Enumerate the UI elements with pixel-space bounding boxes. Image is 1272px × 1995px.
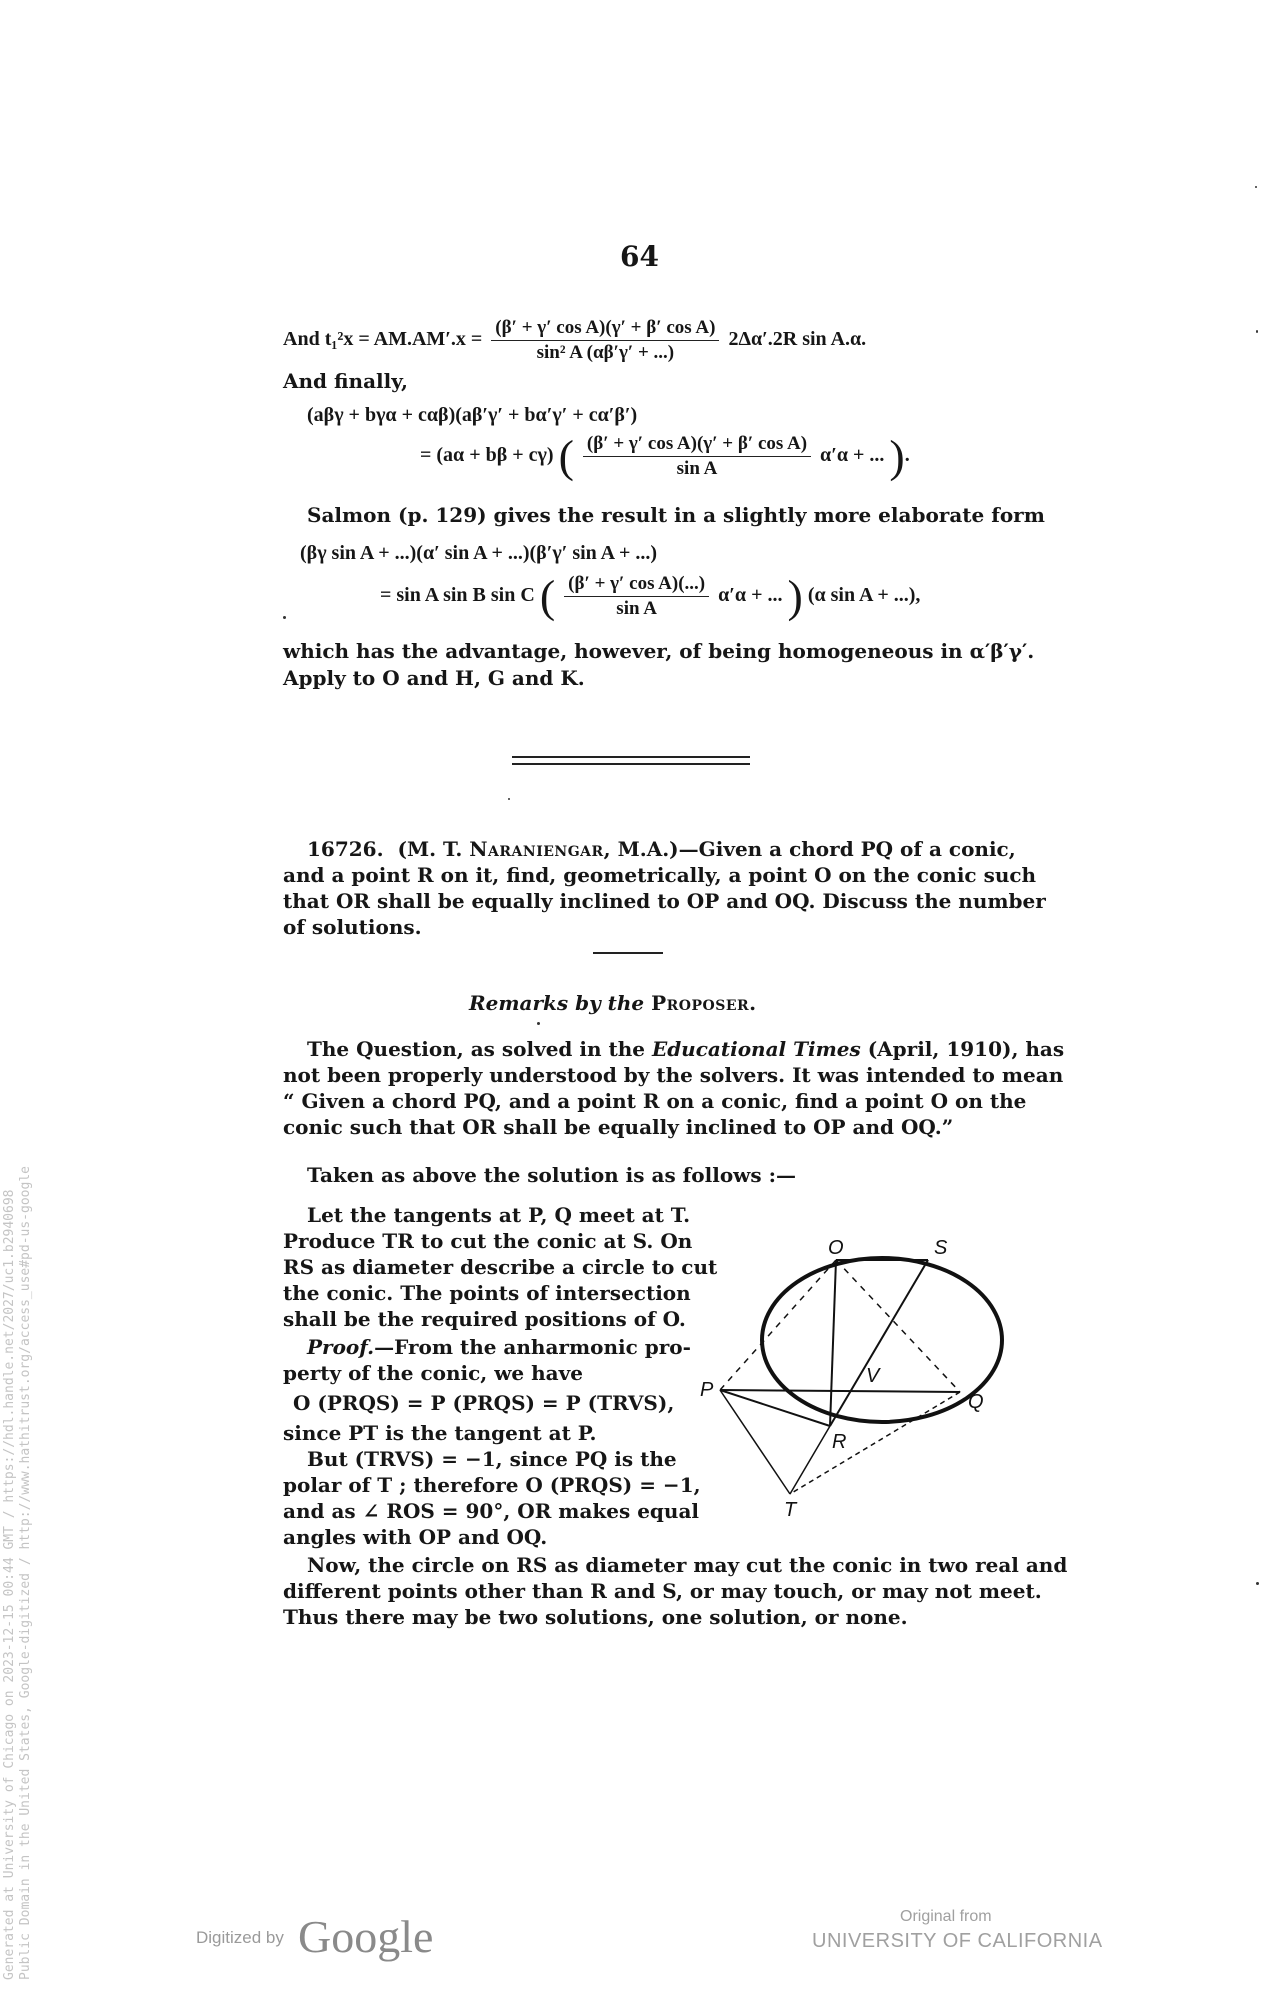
chord-pq [720,1390,960,1392]
margin-speck [1256,1582,1259,1585]
equation-2-lhs: = (aα + bβ + cγ) [420,444,554,467]
line-or [830,1260,836,1426]
label-v: V [866,1365,880,1387]
left-col-line-4: the conic. The points of intersection [283,1281,691,1305]
equation-3-line-2 [380,572,920,621]
para-1-line-1 [307,1036,1064,1062]
separator-rule-top [512,756,750,758]
remarks-suffix: . [749,991,757,1015]
and-finally-text: And finally, [283,369,408,393]
dashed-oq [836,1260,960,1392]
remarks-heading [469,990,756,1016]
conic-figure [690,1230,1010,1530]
equation-3-denominator: sin A [616,598,657,619]
institution-text: UNIVERSITY OF CALIFORNIA [812,1930,1103,1952]
left-col-line-3: RS as diameter describe a circle to cut [283,1255,718,1279]
equation-3-tail: α′α + ... [718,584,783,607]
question-line-1 [307,836,1016,862]
equation-2-line-1: (aβγ + bγα + cαβ)(aβ′γ′ + bα′γ′ + cα′β′) [307,404,638,426]
side-line-1: Generated at University of Chicago on 2023-12-15 00:44 GMT / https://hdl.handle.net/2027/uc1.b2940698 [2,1189,17,1980]
label-t: T [784,1499,797,1521]
equation-1-numerator: (β′ + γ′ cos A)(γ′ + β′ cos A) [491,316,719,341]
side-watermark [2,1166,34,1980]
label-o: O [828,1237,844,1259]
margin-speck [1256,330,1258,333]
side-line-2: Public Domain in the United States, Google-digitized / http://www.hathitrust.org/access_use#pd-us-google [18,1166,33,1980]
remarks-name: Proposer [651,991,750,1015]
original-from-text: Original from [900,1908,992,1925]
equation-2-numerator: (β′ + γ′ cos A)(γ′ + β′ cos A) [583,432,811,457]
proof-line-1 [307,1334,691,1360]
para-1-line-2: not been properly understood by the solvers. It was intended to mean [283,1063,1064,1087]
question-number: 16726. [307,837,384,861]
para-1-line-1a: The Question, as solved in the [307,1037,652,1061]
which-text-line-2: Apply to O and H, G and K. [283,666,585,690]
which-text-line-1: which has the advantage, however, of being homogeneous in α′β′γ′. [283,639,1035,663]
equation-1-fraction [491,316,719,365]
label-s: S [934,1237,948,1259]
proof-line-3: O (PRQS) = P (PRQS) = P (TRVS), [293,1391,675,1415]
proof-line-6: polar of T ; therefore O (PRQS) = −1, [283,1473,701,1497]
proof-line-1-text: —From the anharmonic pro- [374,1335,691,1359]
proof-line-5: But (TRVS) = −1, since PQ is the [307,1447,677,1471]
digitized-by-text: Digitized by [196,1928,284,1947]
proof-line-2: perty of the conic, we have [283,1361,583,1385]
equation-1-denominator: sin² A (αβ′γ′ + ...) [536,342,675,363]
para-1-journal: Educational Times [651,1037,861,1061]
equation-2-denominator: sin A [676,458,718,479]
proof-label: Proof. [307,1335,375,1359]
left-col-line-2: Produce TR to cut the conic at S. On [283,1229,693,1253]
left-paren: ( [558,430,574,482]
question-author-open: (M. T. [397,837,470,861]
question-line-4: of solutions. [283,915,422,939]
equation-1-lhs: And t₁²x = AM.AM′.x = [283,328,483,351]
question-line-2: and a point R on it, find, geometrically, a point O on the conic such [283,863,1037,887]
final-line-3: Thus there may be two solutions, one solution, or none. [283,1605,908,1629]
question-author-close: , M.A.)—Given a chord PQ of a conic, [603,837,1016,861]
label-r: R [832,1431,847,1453]
equation-1-rhs: 2Δα′.2R sin A.α. [728,328,867,351]
equation-3-lhs: = sin A sin B sin C [380,584,535,607]
equation-3-line-1: (βγ sin A + ...)(α′ sin A + ...)(β′γ′ sin A + ...) [300,542,658,564]
label-q: Q [968,1391,984,1413]
final-line-1: Now, the circle on RS as diameter may cut the conic in two real and [307,1553,1068,1577]
equation-1 [283,316,866,365]
label-p: P [700,1379,714,1401]
right-paren: ) [787,570,803,622]
equation-3-fraction [564,572,709,621]
left-paren: ( [539,570,556,622]
left-col-line-5: shall be the required positions of O. [283,1307,686,1331]
equation-3-numerator: (β′ + γ′ cos A)(...) [564,572,709,597]
proof-line-8: angles with OP and OQ. [283,1525,548,1549]
separator-rule-bottom [512,763,750,765]
proof-line-7: and as ∠ ROS = 90°, OR makes equal [283,1499,700,1523]
proof-line-4: since PT is the tangent at P. [283,1421,597,1445]
conic-ellipse [762,1258,1002,1422]
para-1-line-1c: (April, 1910), has [860,1037,1065,1061]
para-1-line-3: “ Given a chord PQ, and a point R on a conic, find a point O on the [283,1089,1027,1113]
taken-text: Taken as above the solution is as follows :— [307,1163,796,1187]
para-1-line-4: conic such that OR shall be equally inclined to OP and OQ.” [283,1115,954,1139]
salmon-text: Salmon (p. 129) gives the result in a slightly more elaborate form [307,503,1045,527]
equation-2-end: . [904,444,910,467]
final-line-2: different points other than R and S, or may touch, or may not meet. [283,1579,1042,1603]
right-paren: ) [889,430,905,482]
line-tr [790,1426,830,1494]
equation-2-fraction [583,432,811,481]
question-line-3: that OR shall be equally inclined to OP and OQ. Discuss the number [283,889,1046,913]
stray-dot [283,616,286,619]
margin-speck [1255,186,1257,188]
equation-3-rhs: (α sin A + ...), [807,584,921,607]
left-col-line-1: Let the tangents at P, Q meet at T. [307,1203,691,1227]
equation-2-line-2 [420,432,910,481]
short-rule [593,952,663,954]
stray-dot [537,1022,540,1025]
remarks-prefix: Remarks by the [469,991,652,1015]
equation-2-tail: α′α + ... [820,444,885,467]
tangent-pt [720,1390,790,1494]
dashed-op [720,1260,836,1390]
stray-dot [508,798,510,800]
google-logo: Google [298,1911,434,1962]
question-author-name: Naraniengar [469,837,604,861]
page-number: 64 [620,240,659,273]
